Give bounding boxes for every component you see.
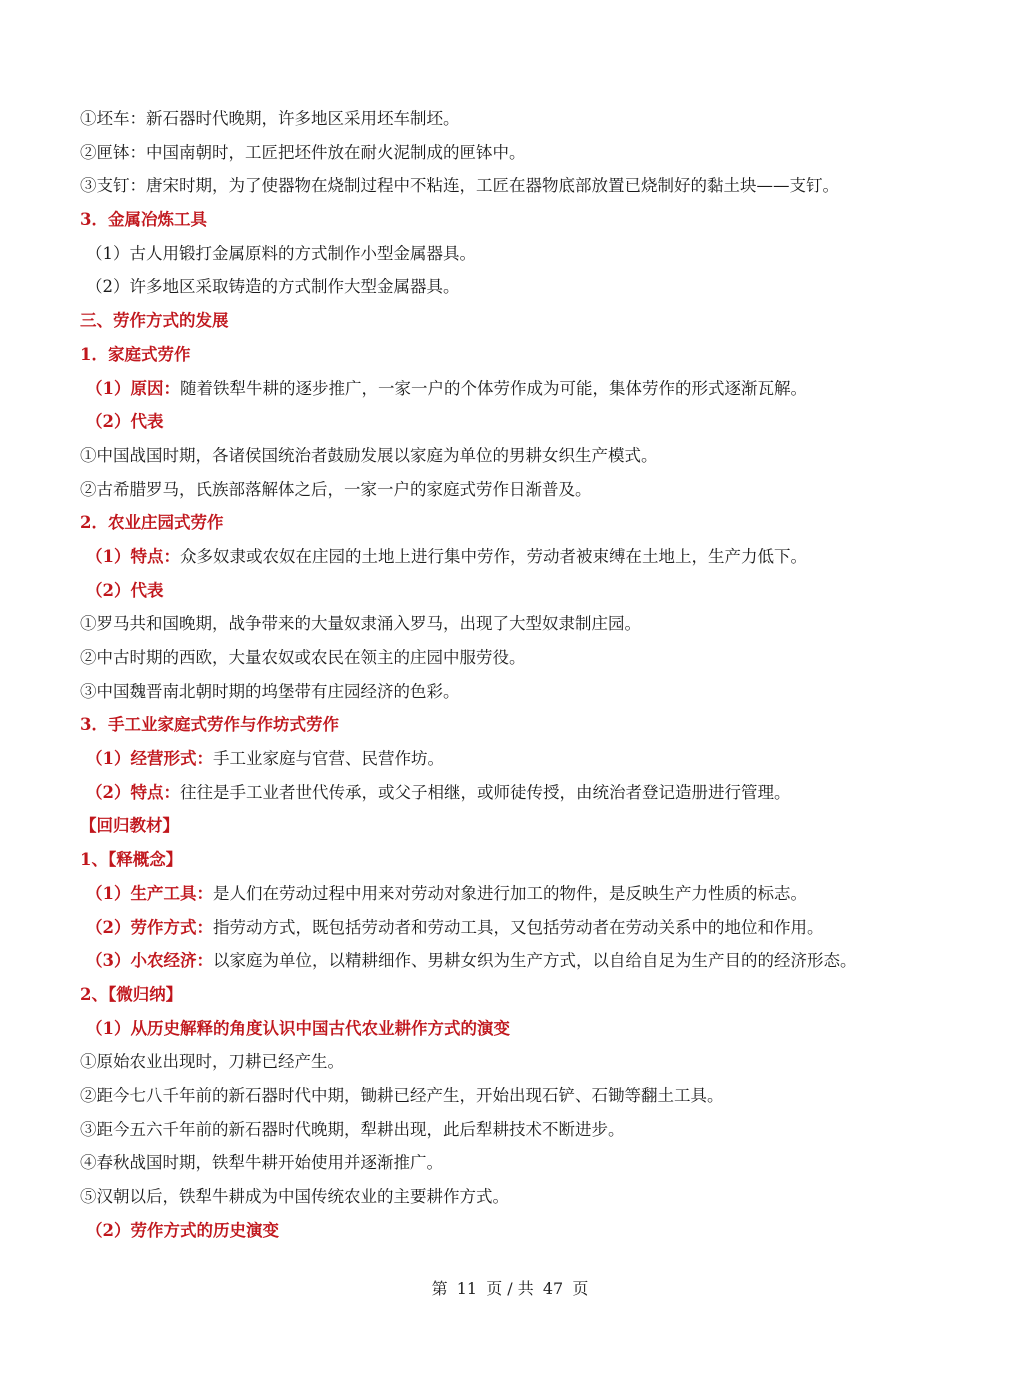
line-text: 随着铁犁牛耕的逐步推广，一家一户的个体劳作成为可能，集体劳作的形式逐渐瓦解。: [179, 378, 807, 398]
line-text: 手工业家庭与官营、民营作坊。: [212, 749, 444, 769]
line-heading: （2）劳作方式：: [86, 917, 213, 937]
line-text: ①坯车：新石器时代晚期，许多地区采用坯车制坯。: [80, 109, 460, 128]
line-text: 以家庭为单位，以精耕细作、男耕女织为生产方式，以自给自足为生产目的的经济形态。: [212, 951, 857, 971]
line-text: ②中古时期的西欧，大量农奴或农民在领主的庄园中服劳役。: [80, 648, 526, 667]
line-text: ③距今五六千年前的新石器时代晚期，犁耕出现，此后犁耕技术不断进步。: [80, 1119, 625, 1139]
labeled-line: [80, 911, 950, 945]
line-heading: 1、【释概念】: [80, 850, 183, 870]
section-heading: [80, 574, 950, 608]
line-heading: 3．手工业家庭式劳作与作坊式劳作: [80, 715, 339, 735]
body-line: [80, 473, 950, 507]
footer-separator: 页 / 共: [486, 1279, 534, 1298]
line-heading: （1）特点：: [86, 546, 180, 566]
body-line: [80, 102, 950, 136]
line-heading: 2、【微归纳】: [80, 984, 183, 1004]
line-text: 是人们在劳动过程中用来对劳动对象进行加工的物件，是反映生产力性质的标志。: [212, 883, 807, 903]
line-text: 众多奴隶或农奴在庄园的土地上进行集中劳作，劳动者被束缚在土地上，生产力低下。: [179, 546, 807, 566]
line-text: ①罗马共和国晚期，战争带来的大量奴隶涌入罗马，出现了大型奴隶制庄园。: [80, 614, 641, 634]
line-heading: （2）代表: [86, 412, 164, 432]
line-heading: 3．金属冶炼工具: [80, 210, 207, 230]
line-text: ④春秋战国时期，铁犁牛耕开始使用并逐渐推广。: [80, 1153, 443, 1173]
section-heading: [80, 1012, 950, 1046]
line-text: ①原始农业出现时，刀耕已经产生。: [80, 1052, 344, 1072]
line-heading: （2）代表: [86, 580, 164, 600]
body-line: [80, 1180, 950, 1214]
line-text: ③支钉：唐宋时期，为了使器物在烧制过程中不粘连，工匠在器物底部放置已烧制好的黏土块——支钉。: [80, 176, 839, 196]
section-heading: [80, 338, 950, 372]
line-heading: 2．农业庄园式劳作: [80, 513, 224, 533]
line-text: ⑤汉朝以后，铁犁牛耕成为中国传统农业的主要耕作方式。: [80, 1187, 509, 1206]
labeled-line: [80, 540, 950, 574]
footer-suffix: 页: [572, 1279, 589, 1298]
line-heading: 1．家庭式劳作: [80, 344, 191, 364]
current-page-number: 11: [456, 1279, 478, 1298]
labeled-line: [80, 776, 950, 810]
line-heading: 【回归教材】: [80, 816, 179, 836]
body-line: [80, 1146, 950, 1180]
footer-prefix: 第: [431, 1279, 448, 1298]
line-text: （1）古人用锻打金属原料的方式制作小型金属器具。: [86, 243, 476, 263]
section-heading: [80, 506, 950, 540]
page-footer: [0, 1276, 1020, 1299]
body-line: [80, 1045, 950, 1079]
section-heading: [80, 843, 950, 877]
body-line: [80, 270, 950, 304]
section-heading: [80, 809, 950, 843]
body-line: [80, 641, 950, 675]
labeled-line: [80, 742, 950, 776]
line-text: 往往是手工业者世代传承，或父子相继，或师徒传授，由统治者登记造册进行管理。: [179, 782, 791, 802]
body-line: [80, 607, 950, 641]
section-heading: [80, 304, 950, 338]
line-heading: （1）从历史解释的角度认识中国古代农业耕作方式的演变: [86, 1018, 510, 1038]
section-heading: [80, 203, 950, 237]
section-heading: [80, 405, 950, 439]
body-line: [80, 237, 950, 271]
line-heading: （1）原因：: [86, 378, 180, 398]
line-text: ①中国战国时期，各诸侯国统治者鼓励发展以家庭为单位的男耕女织生产模式。: [80, 445, 658, 465]
section-heading: [80, 978, 950, 1012]
line-text: 指劳动方式，既包括劳动者和劳动工具，又包括劳动者在劳动关系中的地位和作用。: [212, 917, 824, 937]
document-body: [80, 102, 950, 1247]
total-pages: 47: [542, 1279, 564, 1298]
line-heading: （1）经营形式：: [86, 749, 213, 769]
line-text: ③中国魏晋南北朝时期的坞堡带有庄园经济的色彩。: [80, 681, 460, 701]
body-line: [80, 675, 950, 709]
body-line: [80, 439, 950, 473]
line-heading: （3）小农经济：: [86, 951, 213, 971]
labeled-line: [80, 877, 950, 911]
labeled-line: [80, 944, 950, 978]
line-text: ②匣钵：中国南朝时，工匠把坯件放在耐火泥制成的匣钵中。: [80, 142, 526, 162]
line-text: ②距今七八千年前的新石器时代中期，锄耕已经产生，开始出现石铲、石锄等翻土工具。: [80, 1085, 724, 1105]
line-text: （2）许多地区采取铸造的方式制作大型金属器具。: [86, 277, 460, 297]
body-line: [80, 136, 950, 170]
line-heading: （2）劳作方式的历史演变: [86, 1220, 279, 1240]
body-line: [80, 1113, 950, 1147]
line-heading: （1）生产工具：: [86, 883, 213, 903]
labeled-line: [80, 372, 950, 406]
line-text: ②古希腊罗马，氏族部落解体之后，一家一户的家庭式劳作日渐普及。: [80, 479, 592, 499]
line-heading: 三、劳作方式的发展: [80, 311, 229, 331]
section-heading: [80, 708, 950, 742]
body-line: [80, 1079, 950, 1113]
body-line: [80, 169, 950, 203]
line-heading: （2）特点：: [86, 782, 180, 802]
section-heading: [80, 1214, 950, 1248]
